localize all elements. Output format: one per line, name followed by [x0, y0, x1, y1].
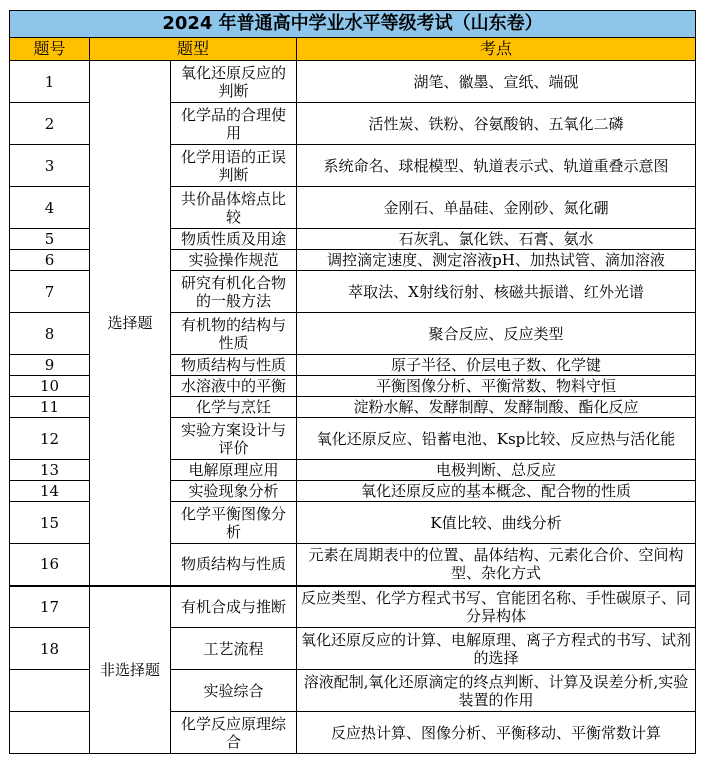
row-point: 平衡图像分析、平衡常数、物料守恒	[297, 376, 696, 397]
group-choice-label: 选择题	[90, 61, 171, 586]
row-type: 物质性质及用途	[171, 229, 297, 250]
row-point: 活性炭、铁粉、谷氨酸钠、五氧化二磷	[297, 103, 696, 145]
row-point: 萃取法、X射线衍射、核磁共振谱、红外光谱	[297, 271, 696, 313]
table-row	[10, 61, 696, 103]
header-row	[10, 38, 696, 61]
row-type: 化学品的合理使用	[171, 103, 297, 145]
row-num: 2	[10, 103, 90, 145]
row-point: 石灰乳、氯化铁、石膏、氨水	[297, 229, 696, 250]
row-num: 12	[10, 418, 90, 460]
row-num: 6	[10, 250, 90, 271]
row-point: 聚合反应、反应类型	[297, 313, 696, 355]
row-num: 13	[10, 460, 90, 481]
row-point: 反应类型、化学方程式书写、官能团名称、手性碳原子、同分异构体	[297, 586, 696, 628]
row-num: 10	[10, 376, 90, 397]
row-num: 7	[10, 271, 90, 313]
row-type: 氧化还原反应的判断	[171, 61, 297, 103]
row-point: 调控滴定速度、测定溶液pH、加热试管、滴加溶液	[297, 250, 696, 271]
exam-table-sheet	[9, 10, 695, 754]
header-point: 考点	[297, 38, 696, 61]
row-num: 14	[10, 481, 90, 502]
row-point: 溶液配制,氧化还原滴定的终点判断、计算及误差分析,实验装置的作用	[297, 670, 696, 712]
row-type: 实验方案设计与评价	[171, 418, 297, 460]
row-point: 元素在周期表中的位置、晶体结构、元素化合价、空间构型、杂化方式	[297, 544, 696, 586]
row-num	[10, 670, 90, 712]
row-point: 原子半径、价层电子数、化学键	[297, 355, 696, 376]
row-num: 3	[10, 145, 90, 187]
row-type: 实验综合	[171, 670, 297, 712]
row-type: 物质结构与性质	[171, 355, 297, 376]
exam-analysis-table	[9, 10, 696, 754]
row-type: 水溶液中的平衡	[171, 376, 297, 397]
row-point: 反应热计算、图像分析、平衡移动、平衡常数计算	[297, 712, 696, 754]
row-type: 化学反应原理综合	[171, 712, 297, 754]
header-type: 题型	[90, 38, 297, 61]
row-num: 5	[10, 229, 90, 250]
row-num: 9	[10, 355, 90, 376]
row-type: 电解原理应用	[171, 460, 297, 481]
row-type: 化学平衡图像分析	[171, 502, 297, 544]
row-point: 氧化还原反应的计算、电解原理、离子方程式的书写、试剂的选择	[297, 628, 696, 670]
group-non-choice-label: 非选择题	[90, 586, 171, 754]
row-point: 氧化还原反应的基本概念、配合物的性质	[297, 481, 696, 502]
table-title: 2024 年普通高中学业水平等级考试（山东卷）	[10, 11, 696, 38]
row-type: 实验现象分析	[171, 481, 297, 502]
row-point: 电极判断、总反应	[297, 460, 696, 481]
row-point: 系统命名、球棍模型、轨道表示式、轨道重叠示意图	[297, 145, 696, 187]
row-point: K值比较、曲线分析	[297, 502, 696, 544]
row-num: 4	[10, 187, 90, 229]
row-type: 物质结构与性质	[171, 544, 297, 586]
table-row	[10, 586, 696, 628]
row-type: 实验操作规范	[171, 250, 297, 271]
row-num: 15	[10, 502, 90, 544]
row-num: 11	[10, 397, 90, 418]
row-type: 研究有机化合物的一般方法	[171, 271, 297, 313]
row-type: 共价晶体熔点比较	[171, 187, 297, 229]
row-type: 化学用语的正误判断	[171, 145, 297, 187]
row-num	[10, 712, 90, 754]
row-point: 淀粉水解、发酵制醇、发酵制酸、酯化反应	[297, 397, 696, 418]
header-num: 题号	[10, 38, 90, 61]
row-point: 氧化还原反应、铅蓄电池、Ksp比较、反应热与活化能	[297, 418, 696, 460]
row-num: 18	[10, 628, 90, 670]
row-type: 有机合成与推断	[171, 586, 297, 628]
title-row	[10, 11, 696, 38]
row-type: 工艺流程	[171, 628, 297, 670]
row-num: 16	[10, 544, 90, 586]
row-point: 湖笔、徽墨、宣纸、端砚	[297, 61, 696, 103]
row-num: 1	[10, 61, 90, 103]
row-type: 有机物的结构与性质	[171, 313, 297, 355]
row-num: 17	[10, 586, 90, 628]
row-type: 化学与烹饪	[171, 397, 297, 418]
row-num: 8	[10, 313, 90, 355]
row-point: 金刚石、单晶硅、金刚砂、氮化硼	[297, 187, 696, 229]
